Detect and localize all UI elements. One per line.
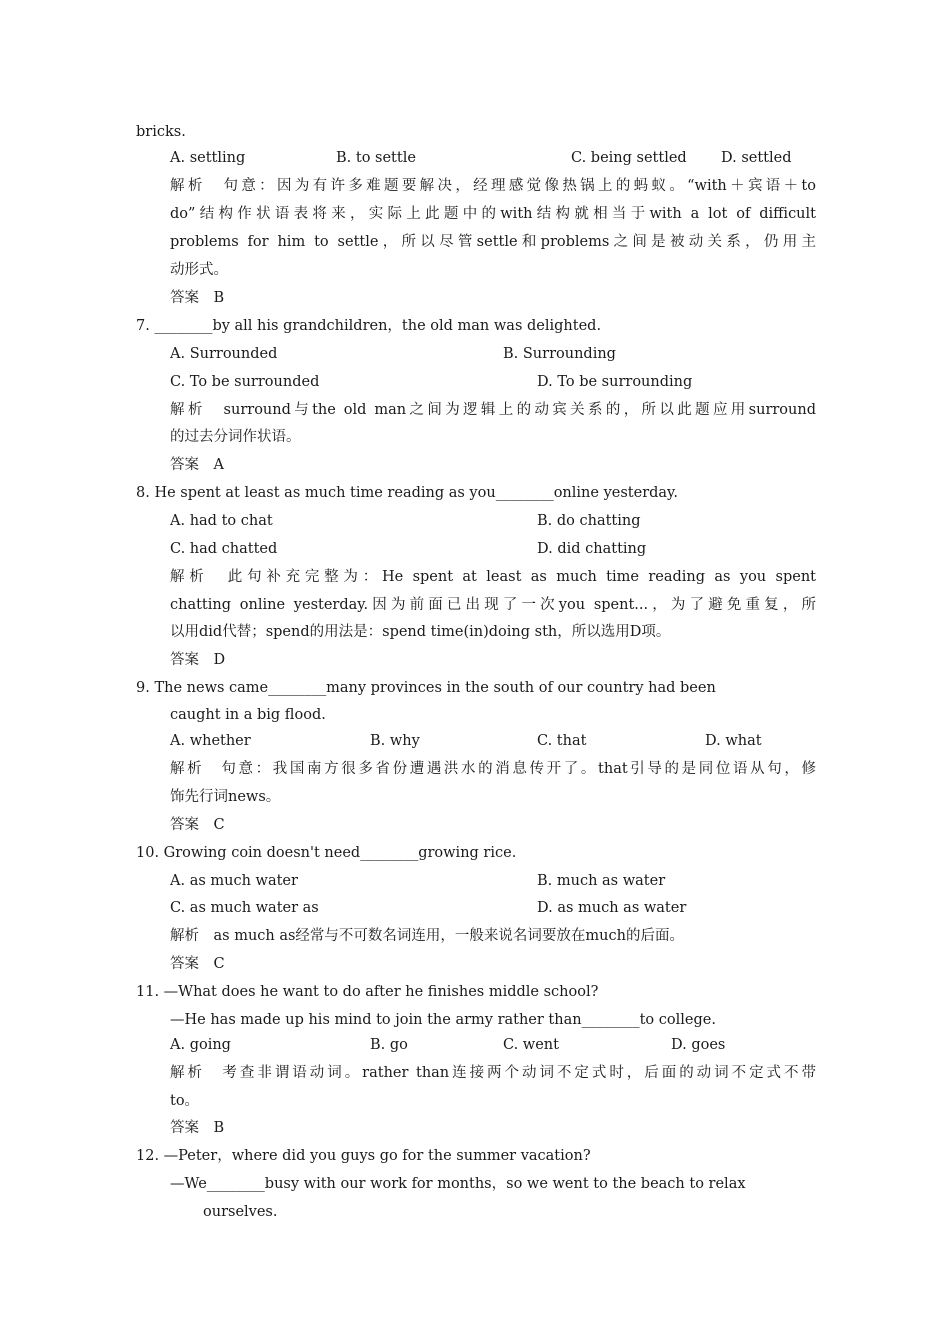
q8-answer: 答案 D [170,652,226,668]
q6-answer: 答案 B [170,290,225,306]
q11-explanation-line: 解析 考查非谓语动词。rather than连接两个动词不定式时，后面的动词不定式不带 [170,1065,816,1081]
q8-explanation-line: chatting online yesterday.因为前面已出现了一次you spent...，为了避免重复，所 [170,597,816,613]
q12-stem: 12. —Peter，where did you guys go for the summer vacation? [136,1148,591,1164]
q10-option-d: D. as much as water [537,900,687,916]
q6-option-d: D. settled [721,150,792,166]
q8-option-d: D. did chatting [537,541,647,557]
q8-explanation-line: 以用did代替；spend的用法是：spend time(in)doing sth，所以选用D项。 [170,624,671,640]
q9-option-a: A. whether [170,733,251,749]
q8-explanation-line: 解析 此句补充完整为：He spent at least as much time reading as you spent [170,569,816,585]
q8-option-b: B. do chatting [537,513,641,529]
q10-option-a: A. as much water [170,873,298,889]
q6-option-a: A. settling [170,150,246,166]
q7-explanation-line: 的过去分词作状语。 [170,429,301,445]
q9-option-b: B. why [370,733,420,749]
q9-answer: 答案 C [170,817,225,833]
q8-option-a: A. had to chat [170,513,273,529]
q11-explanation-line: to。 [170,1093,200,1109]
q6-explanation-line: 动形式。 [170,262,228,278]
q11-answer: 答案 B [170,1120,225,1136]
q10-option-c: C. as much water as [170,900,319,916]
q6-explanation-line: problems for him to settle，所以尽管settle和problems之间是被动关系，仍用主 [170,234,816,250]
q10-answer: 答案 C [170,956,225,972]
q9-stem: 9. The news came________many provinces in the south of our country had been [136,680,716,696]
q11-stem-continued: —He has made up his mind to join the army rather than________to college. [170,1012,716,1028]
q11-option-b: B. go [370,1037,408,1053]
q9-stem-continued: caught in a big flood. [170,707,326,723]
q9-explanation-line: 解析 句意：我国南方很多省份遭遇洪水的消息传开了。that引导的是同位语从句，修 [170,761,816,777]
q11-stem: 11. —What does he want to do after he finishes middle school? [136,984,599,1000]
q7-option-a: A. Surrounded [170,346,278,362]
q7-answer: 答案 A [170,457,224,473]
q7-explanation-line: 解析 surround与the old man之间为逻辑上的动宾关系的，所以此题应用surround [170,402,816,418]
q7-option-b: B. Surrounding [503,346,616,362]
q6-explanation-line: do”结构作状语表将来，实际上此题中的with结构就相当于with a lot of difficult [170,206,816,222]
q11-option-d: D. goes [671,1037,726,1053]
q8-stem: 8. He spent at least as much time reading as you________online yesterday. [136,485,678,501]
q7-option-c: C. To be surrounded [170,374,320,390]
q6-stem-tail: bricks. [136,124,186,140]
q9-option-c: C. that [537,733,587,749]
q8-option-c: C. had chatted [170,541,278,557]
q9-explanation-line: 饰先行词news。 [170,789,281,805]
q11-option-c: C. went [503,1037,559,1053]
q9-option-d: D. what [705,733,762,749]
q10-explanation-line: 解析 as much as经常与不可数名词连用，一般来说名词要放在much的后面。 [170,928,684,944]
q11-option-a: A. going [170,1037,231,1053]
q7-option-d: D. To be surrounding [537,374,693,390]
q6-explanation-line: 解析 句意：因为有许多难题要解决，经理感觉像热锅上的蚂蚁。“with＋宾语＋to [170,178,816,194]
q12-stem-continued: ourselves. [203,1204,278,1220]
q10-stem: 10. Growing coin doesn't need________growing rice. [136,845,517,861]
q6-option-c: C. being settled [571,150,687,166]
q7-stem: 7. ________by all his grandchildren，the old man was delighted. [136,318,602,334]
q10-option-b: B. much as water [537,873,666,889]
q12-stem-continued: —We________busy with our work for months，so we went to the beach to relax [170,1176,746,1192]
q6-option-b: B. to settle [336,150,416,166]
